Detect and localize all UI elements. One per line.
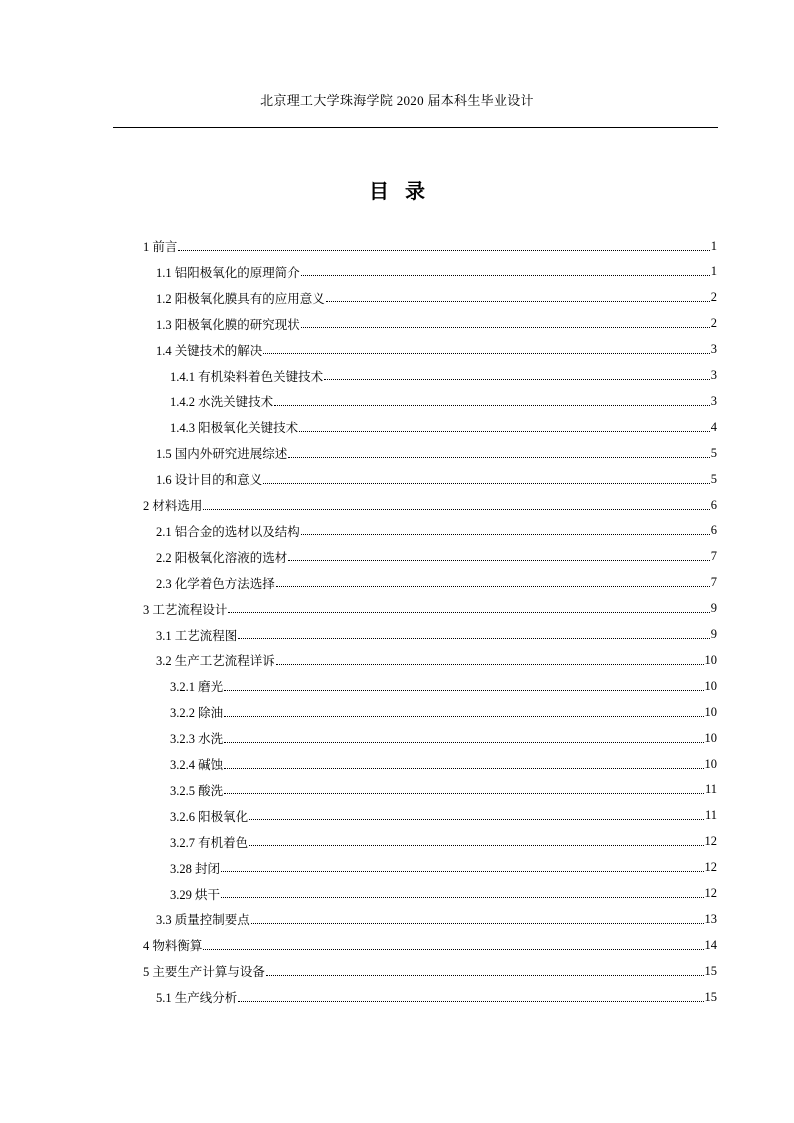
toc-entry-label: 1.2 阳极氧化膜具有的应用意义 xyxy=(156,291,325,306)
toc-entry[interactable] xyxy=(170,699,717,725)
toc-entry-label: 2.3 化学着色方法选择 xyxy=(156,576,275,591)
toc-leader-dots xyxy=(276,586,710,587)
toc-entry-page-number: 2 xyxy=(710,290,717,305)
toc-leader-dots xyxy=(274,405,710,406)
toc-leader-dots xyxy=(221,871,703,872)
toc-leader-dots xyxy=(203,949,703,950)
toc-entry[interactable] xyxy=(156,518,717,544)
toc-leader-dots xyxy=(203,509,709,510)
toc-entry-page-number: 11 xyxy=(704,808,717,823)
toc-entry-label: 3.2 生产工艺流程详诉 xyxy=(156,654,275,669)
toc-leader-dots xyxy=(299,431,710,432)
toc-entry-page-number: 9 xyxy=(710,601,717,616)
toc-leader-dots xyxy=(263,353,709,354)
toc-entry-label: 1.5 国内外研究进展综述 xyxy=(156,447,288,462)
toc-entry-label: 3.28 封闭 xyxy=(170,861,221,876)
toc-leader-dots xyxy=(266,975,704,976)
toc-entry-label: 2.1 铝合金的选材以及结构 xyxy=(156,524,300,539)
toc-entry-page-number: 12 xyxy=(704,860,717,875)
toc-leader-dots xyxy=(224,768,703,769)
toc-entry-page-number: 6 xyxy=(710,523,717,538)
toc-leader-dots xyxy=(249,845,703,846)
toc-entry-page-number: 10 xyxy=(704,756,717,771)
toc-leader-dots xyxy=(276,664,704,665)
toc-leader-dots xyxy=(301,534,710,535)
toc-entry-page-number: 10 xyxy=(704,704,717,719)
toc-entry[interactable] xyxy=(156,311,717,337)
toc-entry-label: 4 物料衡算 xyxy=(143,939,203,954)
toc-entry-label: 3.2.1 磨光 xyxy=(170,680,224,695)
toc-leader-dots xyxy=(263,483,709,484)
toc-entry[interactable] xyxy=(170,725,717,751)
toc-leader-dots xyxy=(238,638,709,639)
toc-entry[interactable] xyxy=(156,984,717,1010)
toc-entry-label: 1.3 阳极氧化膜的研究现状 xyxy=(156,317,300,332)
toc-entry[interactable] xyxy=(156,906,717,932)
toc-entry-label: 3.1 工艺流程图 xyxy=(156,628,238,643)
toc-entry[interactable] xyxy=(170,363,717,389)
toc-entry[interactable] xyxy=(156,259,717,285)
toc-leader-dots xyxy=(288,457,709,458)
toc-leader-dots xyxy=(301,327,710,328)
toc-entry-page-number: 12 xyxy=(704,886,717,900)
toc-entry-page-number: 7 xyxy=(710,575,717,590)
toc-entry-page-number: 10 xyxy=(704,678,717,693)
toc-entry[interactable] xyxy=(143,932,717,958)
toc-entry-page-number: 10 xyxy=(704,652,717,667)
toc-entry-label: 3.2.3 水洗 xyxy=(170,732,224,747)
toc-entry-page-number: 5 xyxy=(710,445,717,460)
toc-leader-dots xyxy=(224,742,703,743)
toc-leader-dots xyxy=(228,612,709,613)
toc-leader-dots xyxy=(251,923,704,924)
toc-entry-page-number: 12 xyxy=(704,834,717,849)
toc-leader-dots xyxy=(301,275,710,276)
toc-entry-page-number: 6 xyxy=(710,497,717,512)
toc-entry-label: 3.2.2 除油 xyxy=(170,706,224,721)
toc-entry[interactable] xyxy=(156,647,717,673)
toc-entry[interactable] xyxy=(156,544,717,570)
toc-entry-page-number: 3 xyxy=(710,342,717,357)
toc-entry[interactable] xyxy=(170,855,717,881)
toc-entry-page-number: 15 xyxy=(704,989,717,1004)
toc-entry-label: 1.4.1 有机染料着色关键技术 xyxy=(170,369,324,384)
toc-entry-label: 3.2.4 碱蚀 xyxy=(170,758,224,772)
toc-entry-page-number: 4 xyxy=(710,419,717,434)
toc-entry-label: 3.2.7 有机着色 xyxy=(170,835,249,850)
toc-entry[interactable] xyxy=(143,233,717,259)
toc-entry-label: 5.1 生产线分析 xyxy=(156,991,238,1006)
toc-entry[interactable] xyxy=(170,881,717,907)
toc-entry-label: 1.4.2 水洗关键技术 xyxy=(170,395,274,410)
toc-entry-label: 3 工艺流程设计 xyxy=(143,602,228,617)
toc-entry-page-number: 5 xyxy=(710,471,717,486)
toc-leader-dots xyxy=(249,819,704,820)
toc-leader-dots xyxy=(221,897,703,898)
toc-entry[interactable] xyxy=(156,285,717,311)
toc-entry-page-number: 1 xyxy=(710,238,717,253)
toc-entry[interactable] xyxy=(170,829,717,855)
toc-entry-label: 3.3 质量控制要点 xyxy=(156,913,250,928)
toc-entry-page-number: 3 xyxy=(710,393,717,408)
toc-entry-label: 1.4 关键技术的解决 xyxy=(156,343,263,358)
toc-entry-label: 3.2.5 酸洗 xyxy=(170,783,224,798)
toc-entry-label: 1.4.3 阳极氧化关键技术 xyxy=(170,421,299,436)
toc-title: 目录 xyxy=(369,181,441,203)
toc-entry-page-number: 11 xyxy=(704,782,717,797)
toc-entry[interactable] xyxy=(170,414,717,440)
toc-entry-label: 2.2 阳极氧化溶液的选材 xyxy=(156,550,288,565)
toc-entry-page-number: 9 xyxy=(710,627,717,641)
toc-entry-label: 1.1 铝阳极氧化的原理简介 xyxy=(156,265,300,280)
toc-entry-label: 5 主要生产计算与设备 xyxy=(143,965,265,980)
toc-entry[interactable] xyxy=(143,596,717,622)
toc-entry[interactable] xyxy=(170,803,717,829)
toc-entry[interactable] xyxy=(156,466,717,492)
toc-entry-page-number: 3 xyxy=(710,368,717,382)
toc-entry-page-number: 7 xyxy=(710,549,717,564)
toc-leader-dots xyxy=(224,690,703,691)
toc-entry[interactable] xyxy=(170,673,717,699)
toc-entry-label: 2 材料选用 xyxy=(143,499,203,513)
toc-entry[interactable] xyxy=(156,440,717,466)
toc-entry-page-number: 10 xyxy=(704,730,717,745)
toc-entry[interactable] xyxy=(156,570,717,596)
toc-entry[interactable] xyxy=(170,751,717,777)
toc-leader-dots xyxy=(224,793,704,794)
page-header: 北京理工大学珠海学院 2020 届本科生毕业设计 xyxy=(260,93,534,108)
toc-entry-page-number: 15 xyxy=(704,963,717,978)
toc-leader-dots xyxy=(324,379,710,380)
toc-entry-page-number: 14 xyxy=(704,937,717,952)
toc-entry[interactable] xyxy=(170,777,717,803)
toc-leader-dots xyxy=(224,716,703,717)
toc-entry[interactable] xyxy=(143,958,717,984)
toc-entry-label: 3.2.6 阳极氧化 xyxy=(170,809,249,824)
toc-entry-page-number: 13 xyxy=(704,911,717,926)
toc-leader-dots xyxy=(288,560,709,561)
toc-leader-dots xyxy=(238,1001,703,1002)
toc-leader-dots xyxy=(326,301,710,302)
toc-entry-page-number: 2 xyxy=(710,316,717,331)
toc-entry-label: 3.29 烘干 xyxy=(170,887,221,902)
toc-entry[interactable] xyxy=(156,622,717,648)
toc-entry-label: 1 前言 xyxy=(143,240,178,254)
toc-entry[interactable] xyxy=(156,337,717,363)
toc-entry[interactable] xyxy=(143,492,717,518)
toc-leader-dots xyxy=(178,250,709,251)
header-divider xyxy=(113,127,718,128)
toc-entry-label: 1.6 设计目的和意义 xyxy=(156,473,263,488)
toc-entry-page-number: 1 xyxy=(710,264,717,279)
toc-entry[interactable] xyxy=(170,388,717,414)
